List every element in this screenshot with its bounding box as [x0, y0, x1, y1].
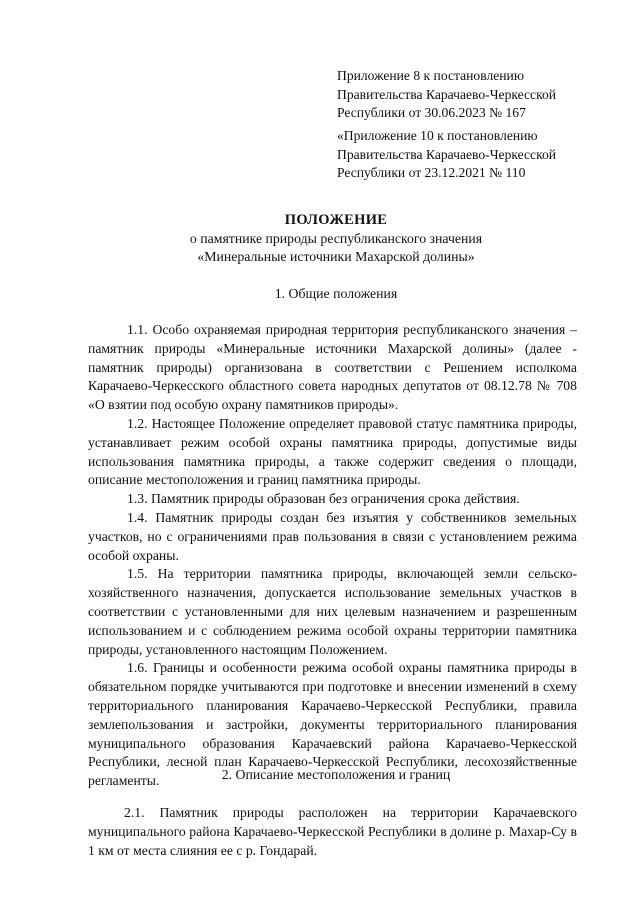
- annex-current-line-3: Республики от 30.06.2023 № 167: [337, 105, 526, 120]
- paragraph-1-2: 1.2. Настоящее Положение определяет правовой статус памятника природы, устанавливает режим особой охраны памятника природы, допустимые виды использования памятника природы, а также содержит сведения о площади, описание местоположения и границ памятника природы.: [88, 415, 577, 488]
- paragraph-1-3: 1.3. Памятник природы образован без ограничения срока действия.: [127, 491, 520, 507]
- document-subtitle-line-1: о памятнике природы республиканского значения: [189, 231, 483, 246]
- document-title-block: [0, 211, 640, 266]
- document-title: ПОЛОЖЕНИЕ: [284, 212, 388, 228]
- paragraph-2-1: 2.1. Памятник природы расположен на территории Карачаевского муниципального района Карачаево-Черкесской Республики в долине р. Махар-Су в 1 км от места слияния ее с р. Гондарай.: [88, 805, 577, 858]
- annex-current-reference: [337, 67, 556, 123]
- document-subtitle-line-2: «Минеральные источники Махарской долины»: [197, 249, 475, 264]
- paragraph-1-4: 1.4. Памятник природы создан без изъятия у собственников земельных участков, но с ограничениями прав пользования в связи с установлением режима особой охраны.: [88, 509, 577, 563]
- annex-previous-line-3: Республики от 23.12.2021 № 110: [337, 165, 526, 180]
- paragraph-1-1: 1.1. Особо охраняемая природная территория республиканского значения – памятник природы «Минеральные источники Махарской долины» (далее - памятник природы) организована в соответствии с Решением исполкома Карачаево-Черкесского областного совета народных депутатов от 08.12.78 № 708 «О взятии под особую охрану памятников природы».: [88, 322, 577, 413]
- annex-previous-line-2: Правительства Карачаево-Черкесской: [337, 146, 557, 162]
- annex-current-line-2: Правительства Карачаево-Черкесской: [337, 86, 557, 102]
- section-heading-location: 2. Описание местоположения и границ: [221, 767, 451, 782]
- section-heading-general: 1. Общие положения: [274, 286, 398, 301]
- section-body-general: [88, 321, 577, 791]
- paragraph-1-5: 1.5. На территории памятника природы, включающей земли сельскохозяйственного назначения, допускается использование земельных участков в соответствии с установленными для них целевым назначением и разрешенным использованием и с соблюдением режима особой охраны территории памятника природы, установленного настоящим Положением.: [88, 566, 577, 657]
- paragraph-1-6: 1.6. Границы и особенности режима особой охраны памятника природы в обязательном порядке учитываются при подготовке и внесении изменений в схему территориального планирования Карачаево-Черкесской Республики, правила землепользования и застройки, документы территориального планирования муниципального образования Карачаевский района Карачаево-Черкесской Республики, лесной план Карачаево-Черкесской Республики, лесохозяйственные регламенты.: [88, 660, 577, 789]
- section-body-location: [88, 804, 577, 860]
- annex-previous-line-1: «Приложение 10 к постановлению: [337, 128, 538, 143]
- annex-previous-reference: [337, 127, 556, 183]
- annex-current-line-1: Приложение 8 к постановлению: [337, 68, 524, 83]
